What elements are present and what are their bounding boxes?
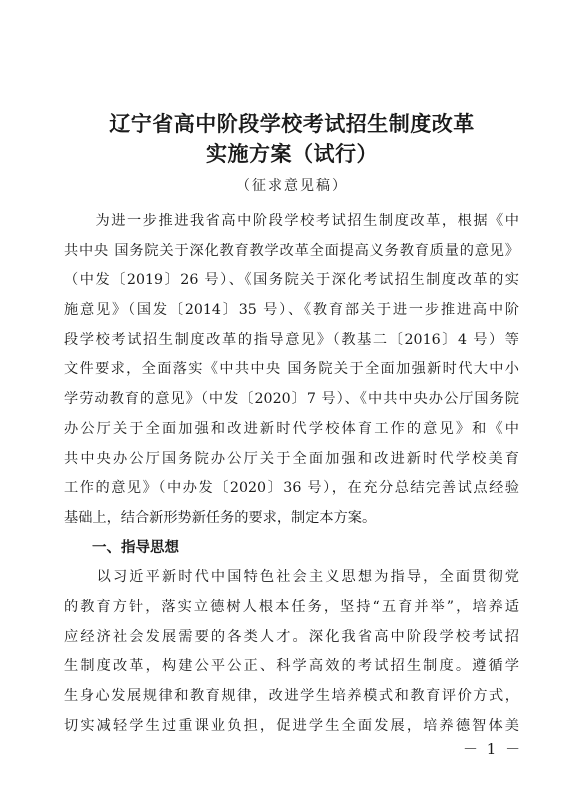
text-line: 生制度改革，构建公平公正、科学高效的考试招生制度。遵循学 [64, 658, 519, 675]
document-title-line-2: 实施方案（试行） [206, 142, 378, 166]
text-line: 为进一步推进我省高中阶段学校考试招生制度改革，根据《中 [64, 213, 519, 229]
document-body [64, 207, 519, 741]
page-number: － 1 － [463, 740, 523, 758]
text-line: 文件要求，全面落实《中共中央 国务院关于全面加强新时代大中小 [64, 361, 519, 378]
text-line: 以习近平新时代中国特色社会主义思想为指导，全面贯彻党 [64, 569, 519, 586]
section-heading: 一、指导思想 [92, 539, 179, 556]
text-line: 段学校考试招生制度改革的指导意见》（教基二〔2016〕4 号）等 [64, 331, 519, 348]
text-line: 生身心发展规律和教育规律，改进学生培养模式和教育评价方式， [64, 688, 519, 704]
text-line: 工作的意见》（中办发〔2020〕36 号），在充分总结完善试点经验 [64, 480, 519, 497]
text-line: 共中央 国务院关于深化教育教学改革全面提高义务教育质量的意见》 [64, 242, 519, 259]
text-line: 施意见》（国发〔2014〕35 号）、《教育部关于进一步推进高中阶 [64, 302, 519, 319]
document-title-line-1: 辽宁省高中阶段学校考试招生制度改革 [109, 112, 475, 136]
text-line: 学劳动教育的意见》（中发〔2020〕7 号）、《中共中央办公厅国务院 [64, 391, 519, 408]
text-line: 的教育方针，落实立德树人根本任务，坚持“五育并举”，培养适 [64, 598, 519, 615]
document-subtitle: （征求意见稿） [236, 178, 348, 194]
paragraph-1 [64, 207, 519, 534]
text-line: 共中央办公厅国务院办公厅关于全面加强和改进新时代学校美育 [64, 450, 519, 467]
paragraph-2 [64, 563, 519, 741]
text-line: 办公厅关于全面加强和改进新时代学校体育工作的意见》和《中 [64, 420, 519, 437]
text-line: 切实减轻学生过重课业负担，促进学生全面发展，培养德智体美 [64, 717, 519, 734]
text-line: 应经济社会发展需要的各类人才。深化我省高中阶段学校考试招 [64, 628, 519, 645]
text-line: （中发〔2019〕26 号）、《国务院关于深化考试招生制度改革的实 [64, 272, 519, 289]
text-line: 基础上，结合新形势新任务的要求，制定本方案。 [64, 509, 377, 526]
